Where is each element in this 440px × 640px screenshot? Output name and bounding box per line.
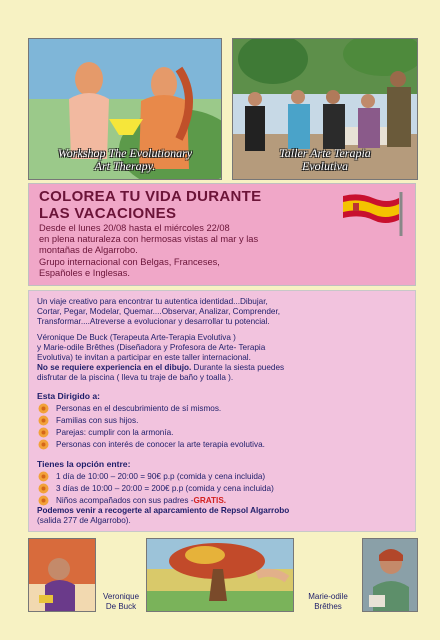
flower-bullet-icon: [37, 439, 50, 450]
option-item-kids: [37, 494, 226, 506]
banner-title-line2: LAS VACACIONES: [39, 205, 177, 222]
right-photo-caption: [233, 147, 417, 173]
marie-odile-photo: [362, 538, 418, 612]
flower-bullet-icon: [37, 415, 50, 426]
intro-line3: Transformar....Atreverse a evolucionar y desarrollar tu potencial.: [37, 317, 270, 326]
pickup-line2: (salida 277 de Algarrobo).: [37, 516, 131, 525]
audience-heading: Esta Dirigido a:: [37, 391, 101, 401]
spain-flag-icon: [339, 190, 411, 238]
veronique-photo: [28, 538, 96, 612]
audience-item-text: Personas con interés de conocer la arte terapia evolutiva.: [56, 439, 265, 449]
left-caption-line1: Workshop The Evolutionary: [57, 146, 193, 160]
title-banner: [28, 183, 416, 286]
flower-bullet-icon: [37, 483, 50, 494]
marie-odile-name-line2: Brêthes: [314, 602, 342, 611]
right-caption-line1: Taller Arte Terapia: [279, 146, 371, 160]
tree-painting-image: [147, 539, 293, 611]
audience-item: [37, 438, 265, 450]
hosts-line3: Evolutiva) te invitan a participar en este taller internacional.: [37, 353, 251, 362]
veronique-name-line1: Veronique: [102, 592, 140, 601]
option-item: [37, 470, 265, 482]
audience-item: [37, 426, 173, 438]
intro-line2: Cortar, Pegar, Modelar, Quemar....Observar, Analizar, Comprender,: [37, 307, 281, 316]
banner-group-line2: Españoles e Inglesas.: [39, 268, 130, 278]
marie-odile-name-line1: Marie-odile: [308, 592, 348, 601]
banner-dates-line3: montañas de Algarrobo.: [39, 245, 138, 255]
tree-painting-photo: [146, 538, 294, 612]
audience-item-text: Personas en el descubrimiento de sí mismos.: [56, 403, 222, 413]
hosts-line2: y Marie-odile Brêthes (Diseñadora y Profesora de Arte- Terapia: [37, 343, 266, 352]
banner-dates-line2: en plena naturaleza con hermosas vistas al mar y las: [39, 234, 259, 244]
option-item-text: 1 día de 10:00 – 20:00 = 90€ p.p (comida y cena incluida): [56, 471, 266, 481]
veronique-name: [98, 592, 144, 612]
flower-bullet-icon: [37, 495, 50, 506]
audience-item: [37, 402, 221, 414]
option-item: [37, 482, 274, 494]
veronique-image: [29, 539, 95, 611]
flower-bullet-icon: [37, 403, 50, 414]
marie-odile-image: [363, 539, 417, 611]
banner-title-line1: COLOREA TU VIDA DURANTE: [39, 188, 262, 205]
left-caption-line2: Art Therapy.: [94, 159, 156, 173]
painting-photo: [28, 38, 222, 180]
hosts-line5: disfrutar de la piscina ( lleva tu traje de baño y toalla ).: [37, 373, 234, 382]
group-photo: [232, 38, 418, 180]
marie-odile-name: [296, 592, 360, 612]
hosts-line4-rest: Durante la siesta puedes: [191, 363, 285, 372]
hosts-line1: Véronique De Buck (Terapeuta Arte-Terapia Evolutiva ): [37, 333, 236, 342]
intro-line1: Un viaje creativo para encontrar tu autentica identidad...Dibujar,: [37, 297, 268, 306]
kids-text: Niños acompañados con sus padres -: [56, 495, 194, 505]
no-experience-note: No se requiere experiencia en el dibujo.: [37, 363, 192, 372]
veronique-name-line2: De Buck: [105, 602, 137, 611]
flower-bullet-icon: [37, 427, 50, 438]
options-heading: Tienes la opción entre:: [37, 459, 131, 469]
details-box: [28, 290, 416, 532]
banner-dates-line1: Desde el lunes 20/08 hasta el miércoles 22/08: [39, 223, 230, 233]
audience-item: [37, 414, 138, 426]
audience-item-text: Parejas: cumplir con la armonía.: [56, 427, 174, 437]
hosts-line4: [37, 363, 407, 374]
option-item-text: 3 días de 10:00 – 20:00 = 200€ p.p (comida y cena incluida): [56, 483, 274, 493]
free-label: GRATIS.: [193, 495, 227, 505]
flower-bullet-icon: [37, 471, 50, 482]
audience-item-text: Familias con sus hijos.: [56, 415, 139, 425]
right-caption-line2: Evolutiva: [302, 159, 348, 173]
banner-group-line1: Grupo internacional con Belgas, Franceses,: [39, 257, 220, 267]
left-photo-caption: [29, 147, 221, 173]
pickup-line1: Podemos venir a recogerte al aparcamiento de Repsol Algarrobo: [37, 506, 290, 515]
